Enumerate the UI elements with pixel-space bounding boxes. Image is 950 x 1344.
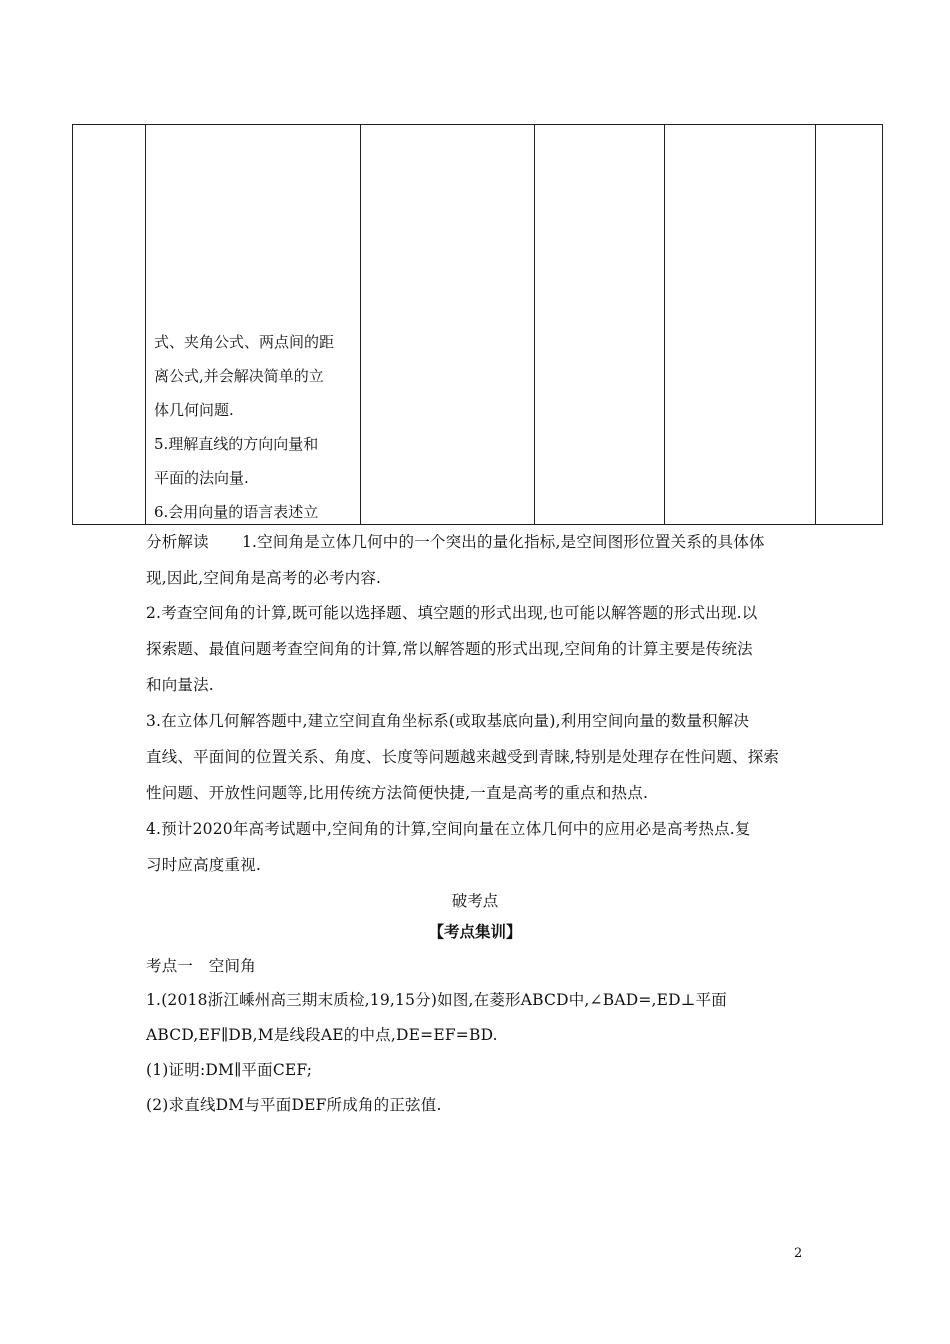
table-cell-empty bbox=[535, 125, 665, 525]
problem-line: ABCD,EF∥DB,M是线段AE的中点,DE=EF=BD. bbox=[146, 1026, 498, 1044]
analysis-label: 分析解读 bbox=[146, 533, 209, 551]
analysis-line: 1.空间角是立体几何中的一个突出的量化指标,是空间图形位置关系的具体体 bbox=[242, 533, 765, 551]
table-cell-empty bbox=[816, 125, 883, 525]
topic-title: 考点一 空间角 bbox=[146, 957, 256, 975]
problem-line: (2)求直线DM与平面DEF所成角的正弦值. bbox=[146, 1096, 442, 1114]
requirement-line: 体几何问题. bbox=[154, 401, 234, 419]
analysis-line: 2.考查空间角的计算,既可能以选择题、填空题的形式出现,也可能以解答题的形式出现.以 bbox=[146, 604, 758, 622]
page-number: 2 bbox=[794, 1246, 803, 1261]
analysis-line: 4.预计2020年高考试题中,空间角的计算,空间向量在立体几何中的应用必是高考热点.复 bbox=[146, 820, 751, 838]
analysis-line: 直线、平面间的位置关系、角度、长度等问题越来越受到青睐,特别是处理存在性问题、探索 bbox=[146, 748, 780, 766]
analysis-line: 和向量法. bbox=[146, 676, 214, 694]
analysis-line: 3.在立体几何解答题中,建立空间直角坐标系(或取基底向量),利用空间向量的数量积解决 bbox=[146, 712, 750, 730]
table-cell-empty bbox=[73, 125, 146, 525]
requirement-line: 平面的法向量. bbox=[154, 469, 249, 487]
analysis-line: 习时应高度重视. bbox=[146, 856, 262, 874]
table-cell-requirements bbox=[146, 125, 361, 525]
curriculum-table bbox=[72, 124, 883, 525]
subsection-title: 【考点集训】 bbox=[428, 922, 522, 941]
problem-line: (1)证明:DM∥平面CEF; bbox=[146, 1061, 313, 1079]
table-cell-empty bbox=[665, 125, 816, 525]
requirement-line: 6.会用向量的语言表述立 bbox=[154, 503, 319, 521]
table-cell-empty bbox=[361, 125, 535, 525]
requirement-line: 离公式,并会解决简单的立 bbox=[154, 367, 324, 385]
requirement-line: 式、夹角公式、两点间的距 bbox=[154, 333, 335, 351]
problem-line: 1.(2018浙江嵊州高三期末质检,19,15分)如图,在菱形ABCD中,∠BAD=,ED⊥平面 bbox=[146, 991, 727, 1009]
analysis-line: 性问题、开放性问题等,比用传统方法简便快捷,一直是高考的重点和热点. bbox=[146, 784, 649, 802]
analysis-line: 探索题、最值问题考查空间角的计算,常以解答题的形式出现,空间角的计算主要是传统法 bbox=[146, 640, 753, 658]
requirement-line: 5.理解直线的方向向量和 bbox=[154, 435, 319, 453]
analysis-line: 现,因此,空间角是高考的必考内容. bbox=[146, 569, 382, 587]
section-title: 破考点 bbox=[451, 892, 499, 910]
